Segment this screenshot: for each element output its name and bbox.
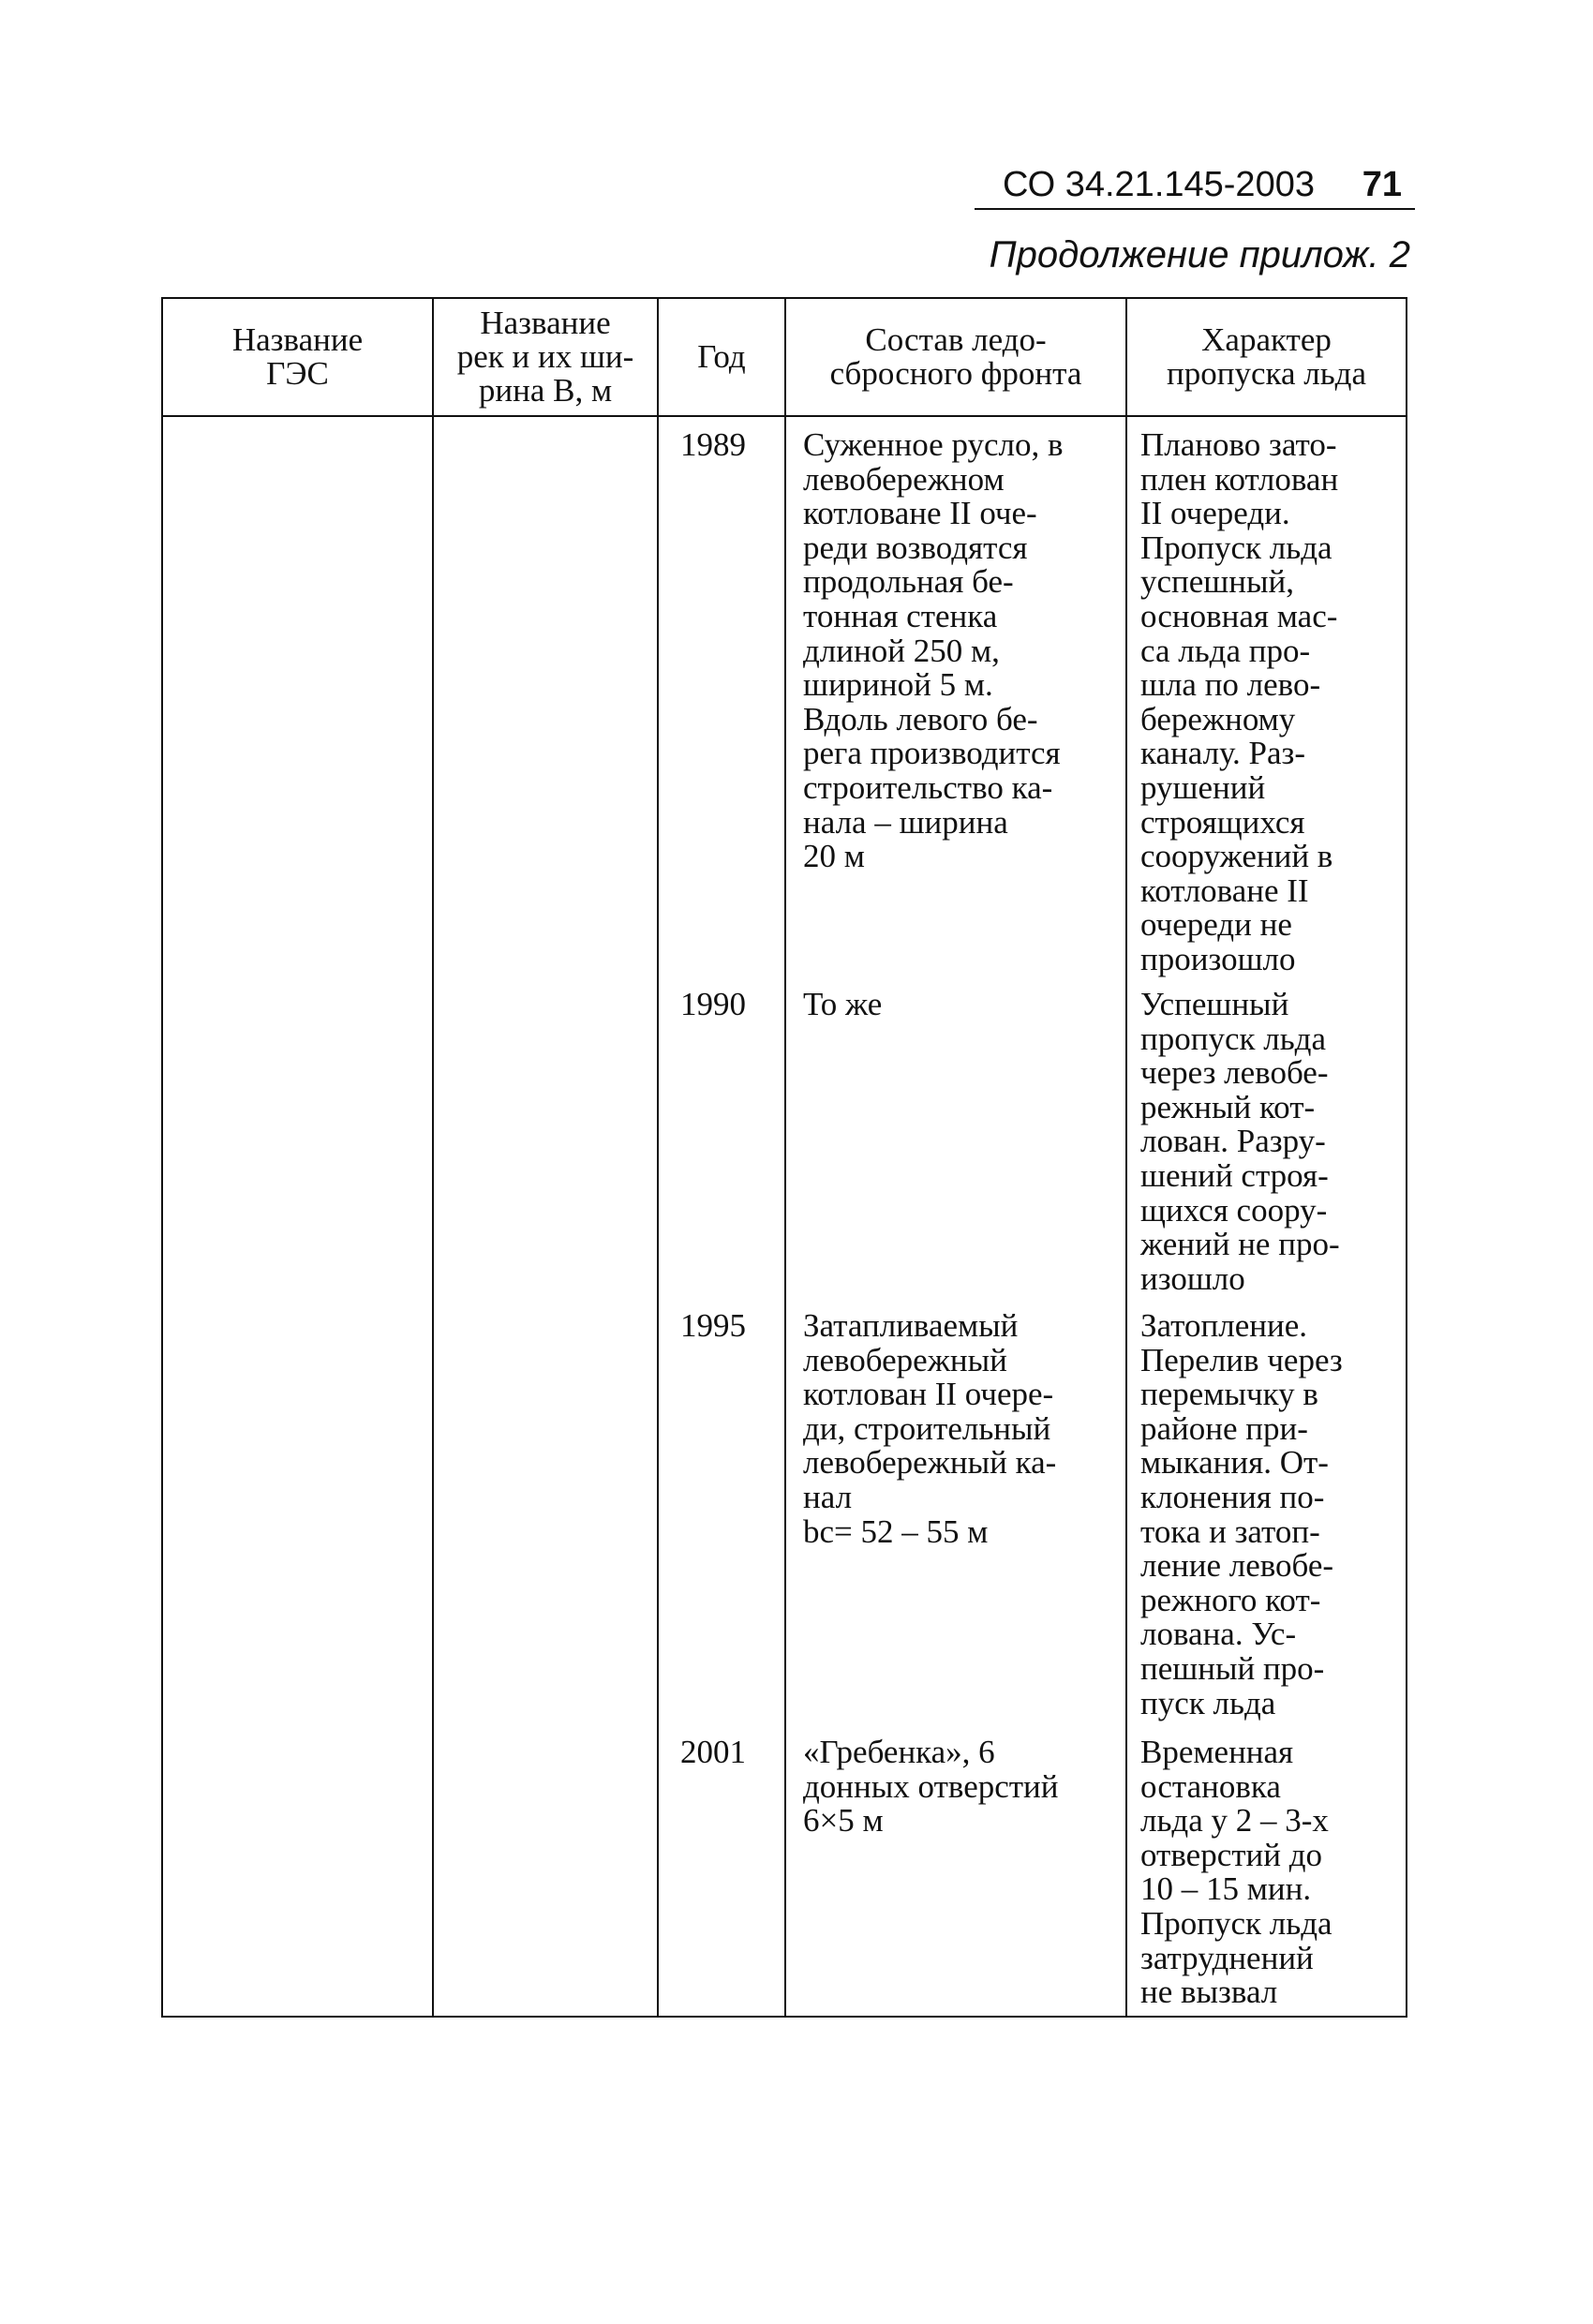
row-1990-year: 1990 [680,986,746,1022]
row-1995-character: Затопление. Перелив через перемычку в районе при- мыкания. От- клонения по- тока и затоп- ление левобе- режного кот- лована. Ус- пешный про- пуск льда [1140,1307,1343,1721]
header-ice-front-composition: Состав ледо- сбросного фронта [829,321,1082,392]
row-2001-year: 2001 [680,1734,746,1770]
row-1989-composition: Суженное русло, в левобережном котловане II оче- реди возводятся продольная бе- тонная стенка длиной 250 м, шириной 5 м. Вдоль левого бе- рега производится строительство ка- нала – ширина 20 м [803,426,1064,875]
header-ice-passage-character: Характер пропуска льда [1166,321,1367,392]
row-2001-character: Временная остановка льда у 2 – 3-х отверстий до 10 – 15 мин. Пропуск льда затруднений не вызвал [1140,1734,1332,2011]
column-divider [784,299,786,2016]
page-number: 71 [1362,165,1402,204]
column-divider [1125,299,1127,2016]
row-1995-composition: Затапливаемый левобережный котлован II очере- ди, строительный левобережный ка- нал bс= 52 – 55 м [803,1307,1057,1550]
row-1989-year: 1989 [680,426,746,463]
row-1990-character: Успешный пропуск льда через левобе- режный кот- лован. Разру- шений строя- щихся соору- жений не про- изошло [1140,986,1340,1297]
header-station-name: Название ГЭС [231,321,364,392]
data-table [161,297,1407,2018]
row-1990-composition: То же [803,986,883,1022]
page-header [975,163,1415,210]
row-1995-year: 1995 [680,1307,746,1344]
row-1989-character: Планово зато- плен котлован II очереди. Пропуск льда успешный, основная мас- са льда про- шла по лево- бережному каналу. Раз- рушений строящихся сооружений в котловане II очереди не произошло [1140,426,1339,977]
header-divider [163,415,1406,417]
continuation-label: Продолжение прилож. 2 [989,234,1410,276]
column-divider [432,299,434,2016]
row-2001-composition: «Гребенка», 6 донных отверстий 6×5 м [803,1734,1059,1840]
document-code: СО 34.21.145-2003 [1003,165,1315,204]
header-river-width: Название рек и их ши- рина В, м [456,305,634,409]
header-year: Год [697,338,746,375]
